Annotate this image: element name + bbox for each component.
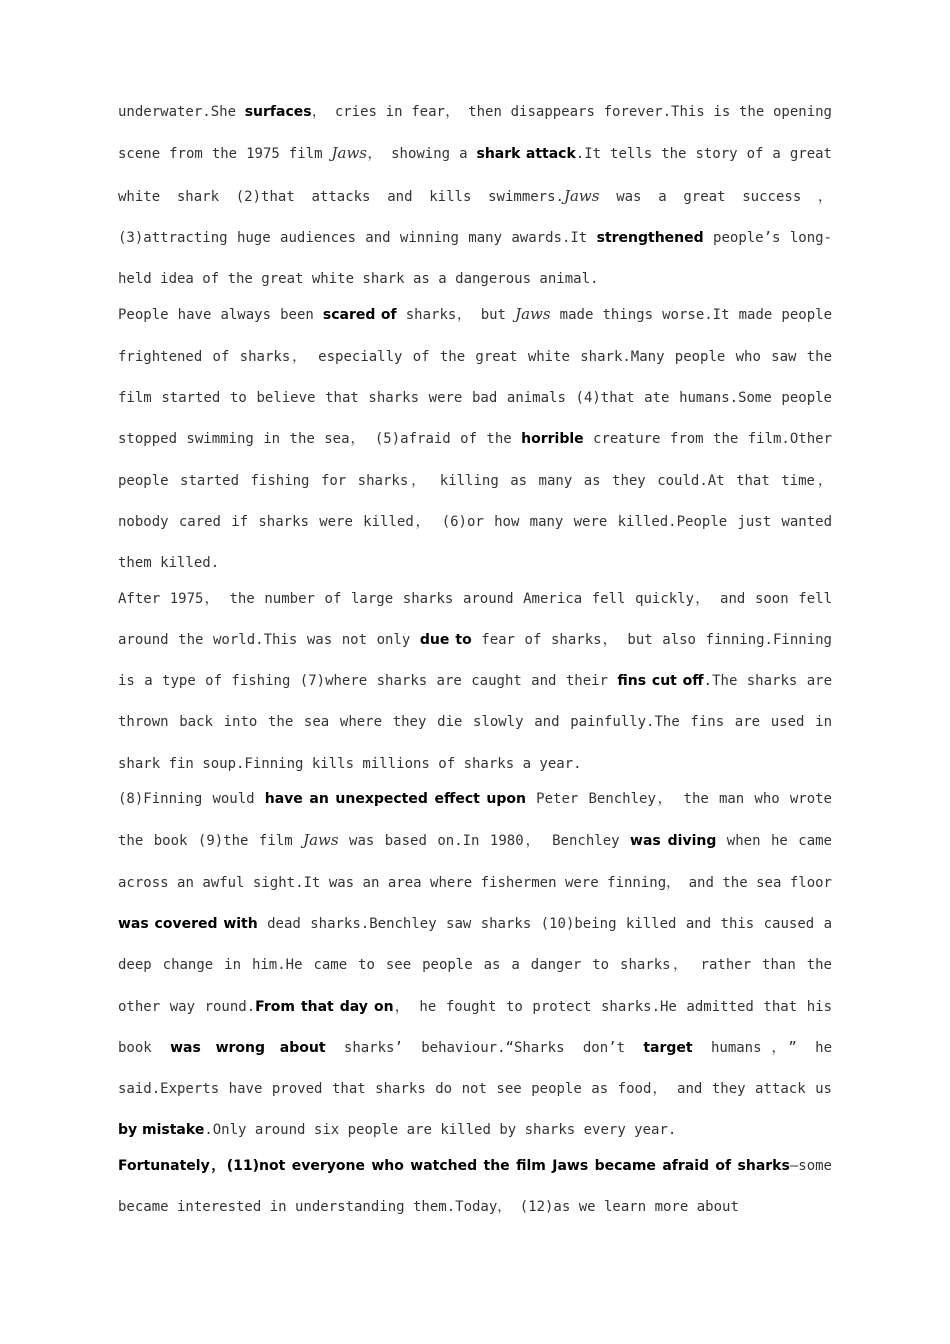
text-run: sharks’ behaviour.“Sharks don’t <box>325 1039 644 1056</box>
text-run: when he came across an awful sight.It was an area where fishermen were finning， and the sea floor <box>118 833 832 891</box>
text-run: creature from the film.Other people started fishing for sharks， killing as many as they could.At that time， nobody cared if sharks were killed， (6)or how many were killed.People just wanted them killed. <box>118 431 833 572</box>
paragraph-fear-of-sharks <box>118 294 832 584</box>
text-run: —some became interested in understanding them.Today， (12)as we learn more about <box>118 1157 832 1216</box>
bold-phrase: strengthened <box>596 229 704 246</box>
bold-phrase: surfaces <box>244 104 312 120</box>
bold-phrase: Fortunately，(11)not everyone who watched the film Jaws became afraid of sharks <box>118 1157 790 1174</box>
bold-phrase: scared of <box>322 307 397 324</box>
text-run: Peter Benchley， the man who wrote the book (9)the film <box>118 791 832 850</box>
paragraph-finning <box>118 579 832 785</box>
paragraph-fortunately <box>118 1146 832 1229</box>
bold-phrase: was covered with <box>118 915 258 932</box>
paragraph-jaws-opening <box>118 92 832 300</box>
document-page <box>118 92 832 1228</box>
text-run: .The sharks are thrown back into the sea where they die slowly and painfully.The fins are used in shark fin soup.Finning kills millions of sharks a year. <box>118 673 832 772</box>
text-run: was a great success ， (3)attracting huge audiences and winning many awards.It <box>118 188 832 246</box>
bold-phrase: From that day on <box>255 998 394 1015</box>
text-run: was based on.In 1980， Benchley <box>338 833 631 850</box>
paragraph-benchley <box>118 779 832 1152</box>
text-run: ， cries in fear， then disappears forever.This is the opening scene from the 1975 film <box>118 104 832 163</box>
text-run: .It tells the story of a great white shark (2)that attacks and kills swimmers. <box>118 146 832 205</box>
bold-phrase: by mistake <box>118 1122 205 1139</box>
bold-phrase: shark attack <box>476 146 576 163</box>
italic-title: Jaws <box>303 831 339 850</box>
text-run: (8)Finning would <box>118 791 265 808</box>
text-run: People have always been <box>118 307 323 324</box>
text-run: underwater.She <box>118 104 245 120</box>
text-run: ， he fought to protect sharks.He admitted that his book <box>118 998 833 1056</box>
text-run: After 1975， the number of large sharks around America fell quickly， and soon fell around the world.This was not only <box>118 590 832 648</box>
bold-phrase: have an unexpected effect upon <box>264 791 526 808</box>
text-run: made things worse.It made people frightened of sharks， especially of the great white shark.Many people who saw the film started to believe that sharks were bad animals (4)that ate humans.Some people stopped swimming in the sea， (5)afraid of the <box>118 307 832 448</box>
text-run: people’s long-held idea of the great white shark as a dangerous animal. <box>118 229 832 288</box>
italic-title: Jaws <box>563 186 600 205</box>
italic-title: Jaws <box>515 305 551 324</box>
text-run: ， showing a <box>367 146 477 163</box>
text-run: fear of sharks， but also finning.Finning is a type of fishing (7)where sharks are caught and their <box>118 631 832 690</box>
text-run: humans，” he said.Experts have proved that sharks do not see people as food， and they attack us <box>118 1039 832 1098</box>
text-run: dead sharks.Benchley saw sharks (10)being killed and this caused a deep change in him.He came to see people as a danger to sharks， rather than the other way round. <box>118 915 833 1015</box>
text-run: sharks， but <box>396 307 516 324</box>
bold-phrase: due to <box>419 631 472 648</box>
text-run: .Only around six people are killed by sharks every year. <box>204 1122 677 1139</box>
bold-phrase: horrible <box>521 431 584 448</box>
bold-phrase: was diving <box>630 833 717 850</box>
bold-phrase: was wrong about <box>170 1039 326 1056</box>
italic-title: Jaws <box>331 144 367 163</box>
bold-phrase: fins cut off <box>617 673 704 690</box>
bold-phrase: target <box>643 1039 693 1056</box>
